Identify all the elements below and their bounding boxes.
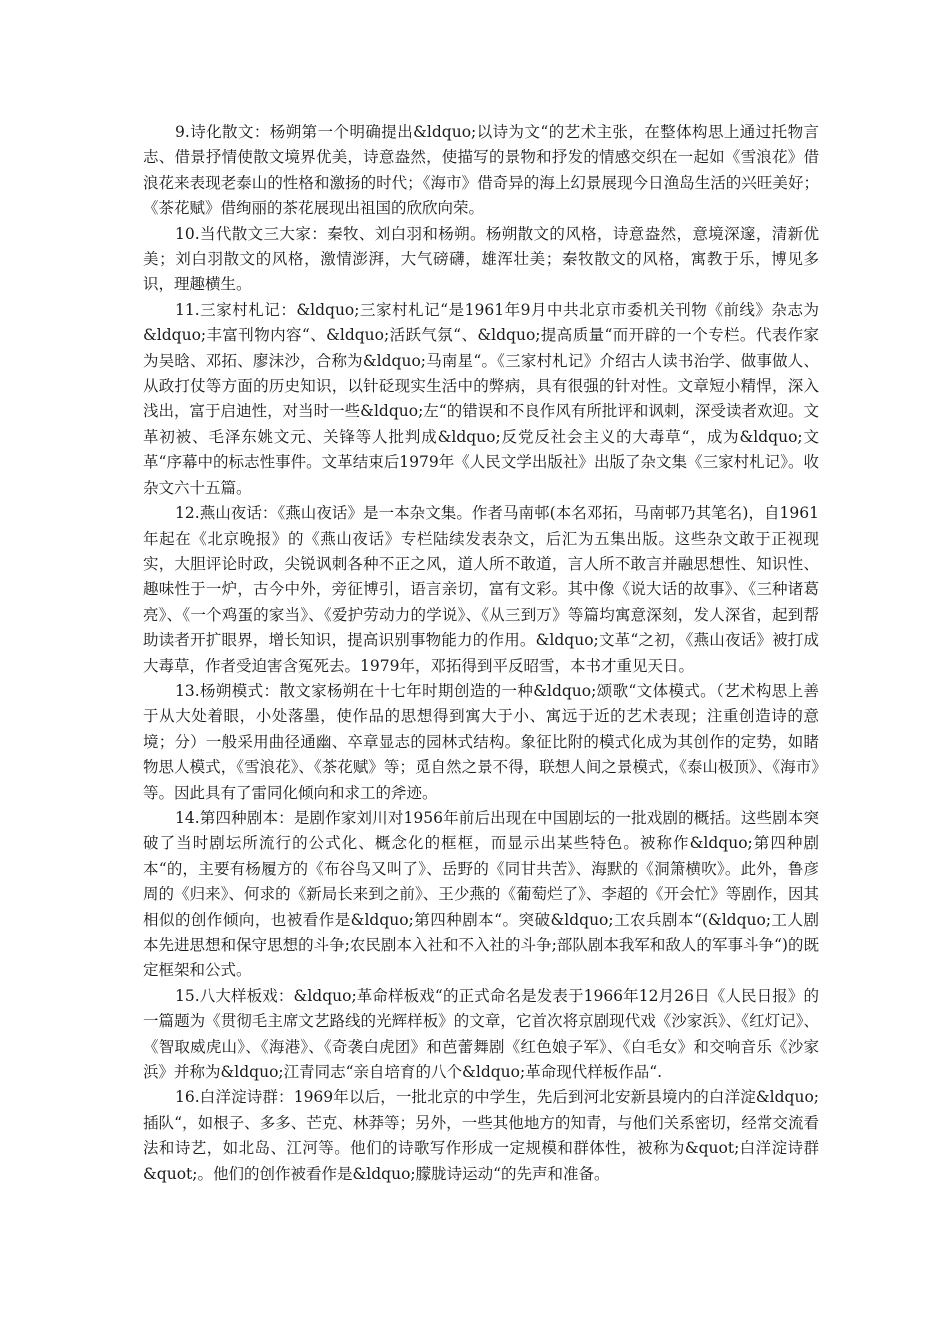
paragraph-16: 16.白洋淀诗群：1969年以后，一批北京的中学生，先后到河北安新县境内的白洋淀&ldquo;插队“，如根子、多多、芒克、林莽等；另外，一些其他地方的知青，与他们关系密切，经常交流看法和诗艺，如北岛、江河等。他们的诗歌写作形成一定规模和群体性，被称为&quot;白洋淀诗群&quot;。他们的创作被看作是&ldquo;朦胧诗运动“的先声和准备。 — [143, 1088, 819, 1183]
paragraph-12: 12.燕山夜话：《燕山夜话》是一本杂文集。作者马南邨(本名邓拓，马南邨乃其笔名)，自1961年起在《北京晚报》的《燕山夜话》专栏陆续发表杂文，后汇为五集出版。这些杂文敢于正视现实，大胆评论时政，尖锐讽刺各种不正之风，道人所不敢道，言人所不敢言并融思想性、知识性、趣味性于一炉，古今中外，旁征博引，语言亲切，富有文彩。其中像《说大话的故事》、《三种诸葛亮》、《一个鸡蛋的家当》、《爱护劳动力的学说》、《从三到万》等篇均寓意深刻，发人深省，起到帮助读者开扩眼界，增长知识，提高识别事物能力的作用。&ldquo;文革“之初，《燕山夜话》被打成大毒草，作者受迫害含冤死去。1979年，邓拓得到平反昭雪，本书才重见天日。 — [143, 504, 819, 675]
paragraph-13: 13.杨朔模式：散文家杨朔在十七年时期创造的一种&ldquo;颂歌“文体模式。（艺术构思上善于从大处着眼，小处落墨，使作品的思想得到寓大于小、寓远于近的艺术表现；注重创造诗的意境；分）一般采用曲径通幽、卒章显志的园林式结构。象征比附的模式化成为其创作的定势，如睹物思人模式，《雪浪花》、《茶花赋》等；觅自然之景不得，联想人间之景模式，《泰山极顶》、《海市》等。因此具有了雷同化倾向和求工的斧迹。 — [143, 681, 819, 802]
paragraph-9: 9.诗化散文：杨朔第一个明确提出&ldquo;以诗为文“的艺术主张，在整体构思上通过托物言志、借景抒情使散文境界优美，诗意盎然，使描写的景物和抒发的情感交织在一起如《雪浪花》借浪花来表现老泰山的性格和激扬的时代；《海市》借奇异的海上幻景展现今日渔岛生活的兴旺美好；《茶花赋》借绚丽的茶花展现出祖国的欣欣向荣。 — [143, 123, 819, 218]
paragraph-14: 14.第四种剧本：是剧作家刘川对1956年前后出现在中国剧坛的一批戏剧的概括。这些剧本突破了当时剧坛所流行的公式化、概念化的框框，而显示出某些特色。被称作&ldquo;第四种剧本“的，主要有杨履方的《布谷鸟又叫了》、岳野的《同甘共苦》、海默的《洞箫横吹》。此外，鲁彦周的《归来》、何求的《新局长来到之前》、王少燕的《葡萄烂了》、李超的《开会忙》等剧作，因其相似的创作倾向，也被看作是&ldquo;第四种剧本“。突破&ldquo;工农兵剧本“(&ldquo;工人剧本先进思想和保守思想的斗争;农民剧本入社和不入社的斗争;部队剧本我军和敌人的军事斗争“)的既定框架和公式。 — [143, 808, 819, 980]
paragraph-15: 15.八大样板戏：&ldquo;革命样板戏“的正式命名是发表于1966年12月26日《人民日报》的一篇题为《贯彻毛主席文艺路线的光辉样板》的文章，它首次将京剧现代戏《沙家浜》、《红灯记》、《智取威虎山》、《海港》、《奇袭白虎团》和芭蕾舞剧《红色娘子军》、《白毛女》和交响音乐《沙家浜》并称为&ldquo;江青同志“亲自培育的八个&ldquo;革命现代样板作品“. — [143, 986, 819, 1082]
paragraph-10: 10.当代散文三大家：秦牧、刘白羽和杨朔。杨朔散文的风格，诗意盎然，意境深邃，清新优美；刘白羽散文的风格，激情澎湃，大气磅礴，雄浑壮美；秦牧散文的风格，寓教于乐，博见多识，理趣横生。 — [143, 224, 819, 294]
paragraph-11: 11.三家村札记：&ldquo;三家村札记“是1961年9月中共北京市委机关刊物《前线》杂志为&ldquo;丰富刊物内容“、&ldquo;活跃气氛“、&ldquo;提高质量“而开辟的一个专栏。代表作家为吴晗、邓拓、廖沫沙，合称为&ldquo;马南星“。《三家村札记》介绍古人读书治学、做事做人、从政打仗等方面的历史知识，以针砭现实生活中的弊病，具有很强的针对性。文章短小精悍，深入浅出，富于启迪性，对当时一些&ldquo;左“的错误和不良作风有所批评和讽刺，深受读者欢迎。文革初被、毛泽东姚文元、关锋等人批判成&ldquo;反党反社会主义的大毒草“，成为&ldquo;文革“序幕中的标志性事件。文革结束后1979年《人民文学出版社》出版了杂文集《三家村札记》。收杂文六十五篇。 — [143, 300, 819, 497]
document-body — [143, 120, 819, 1187]
